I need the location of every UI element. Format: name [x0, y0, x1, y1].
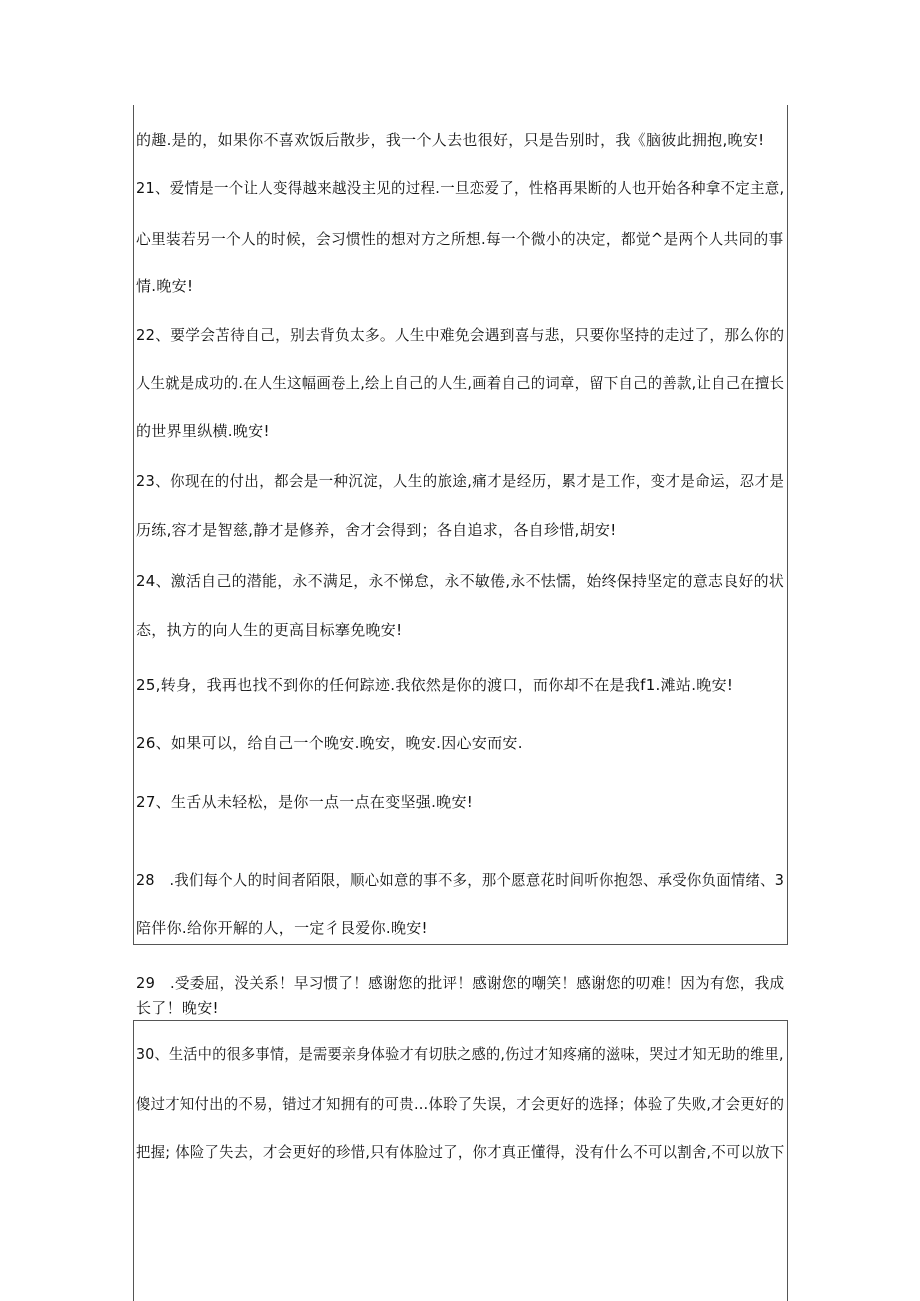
- text-line: 29 .受委屈，没关系！早习惯了！感谢您的批评！感谢您的嘲笑！感谢您的叨难！因为有您，我成: [136, 974, 785, 992]
- text-line: 26、如果可以，给自己一个晚安.晚安，晚安.因心安而安.: [136, 734, 523, 752]
- text-line: 陪伴你.给你开解的人，一定彳艮爱你.晚安!: [136, 919, 428, 937]
- text-line: 21、爱情是一个让人变得越来越没主见的过程.一旦恋爱了，性格再果断的人也开始各种拿不定主意,: [136, 179, 785, 197]
- text-line: 傻过才知付出的不易，错过才知拥有的可贵…体聆了失误，才会更好的选择；体验了失败,才会更好的: [136, 1095, 785, 1113]
- text-line: 人生就是成功的.在人生这幅画卷上,绘上自己的人生,画着自己的词章，留下自己的善款,让自己在擅长: [136, 374, 785, 392]
- text-line: 的趣.是的，如果你不喜欢饭后散步，我一个人去也很好，只是告别时，我《脑彼此拥抱,晚安!: [136, 131, 765, 149]
- text-line: 28 .我们每个人的时间者陌限，顺心如意的事不多，那个愿意花时间听你抱怨、承受你负面情绪、3: [136, 871, 785, 889]
- text-line: 23、你现在的付出，都会是一种沉淀，人生的旅途,痛才是经历，累才是工作，变才是命运，忍才是: [136, 472, 785, 490]
- text-line: 30、生活中的很多事情，是需要亲身体验才有切肤之感的,伤过才知疼痛的滋味，哭过才知无助的维里,: [136, 1045, 784, 1063]
- text-line: 27、生舌从未轻松，是你一点一点在变坚强.晚安!: [136, 793, 474, 811]
- text-line: 22、要学会苫待自己，别去背负太多。人生中难免会遇到喜与悲，只要你坚持的走过了，那么你的: [136, 326, 785, 344]
- text-line: 24、激活自己的潜能，永不满足，永不悌怠，永不敏倦,永不怯懦，始终保持坚定的意志良好的状: [136, 572, 785, 590]
- text-line: 态，执方的向人生的更高目标搴免晚安!: [136, 621, 403, 639]
- text-line: 长了！晚安!: [136, 999, 219, 1017]
- text-line: 的世界里纵横.晚安!: [136, 422, 270, 440]
- text-line: 心里装若另一个人的时候，会习惯性的想对方之所想.每一个微小的决定，都觉^是两个人共同的事: [136, 230, 784, 248]
- text-line: 25,转身，我再也找不到你的任何踪迹.我依然是你的渡口，而你却不在是我f1.滩站.晚安!: [136, 676, 734, 694]
- text-line: 把握; 体险了失去，才会更好的珍惜,只有体脸过了，你才真正懂得，没有什么不可以割舍,不可以放下: [136, 1143, 785, 1161]
- text-line: 情.晚安!: [136, 277, 194, 295]
- text-line: 历练,容才是智慈,静才是修养，舍才会得到；各自追求，各自珍惜,胡安!: [136, 521, 617, 539]
